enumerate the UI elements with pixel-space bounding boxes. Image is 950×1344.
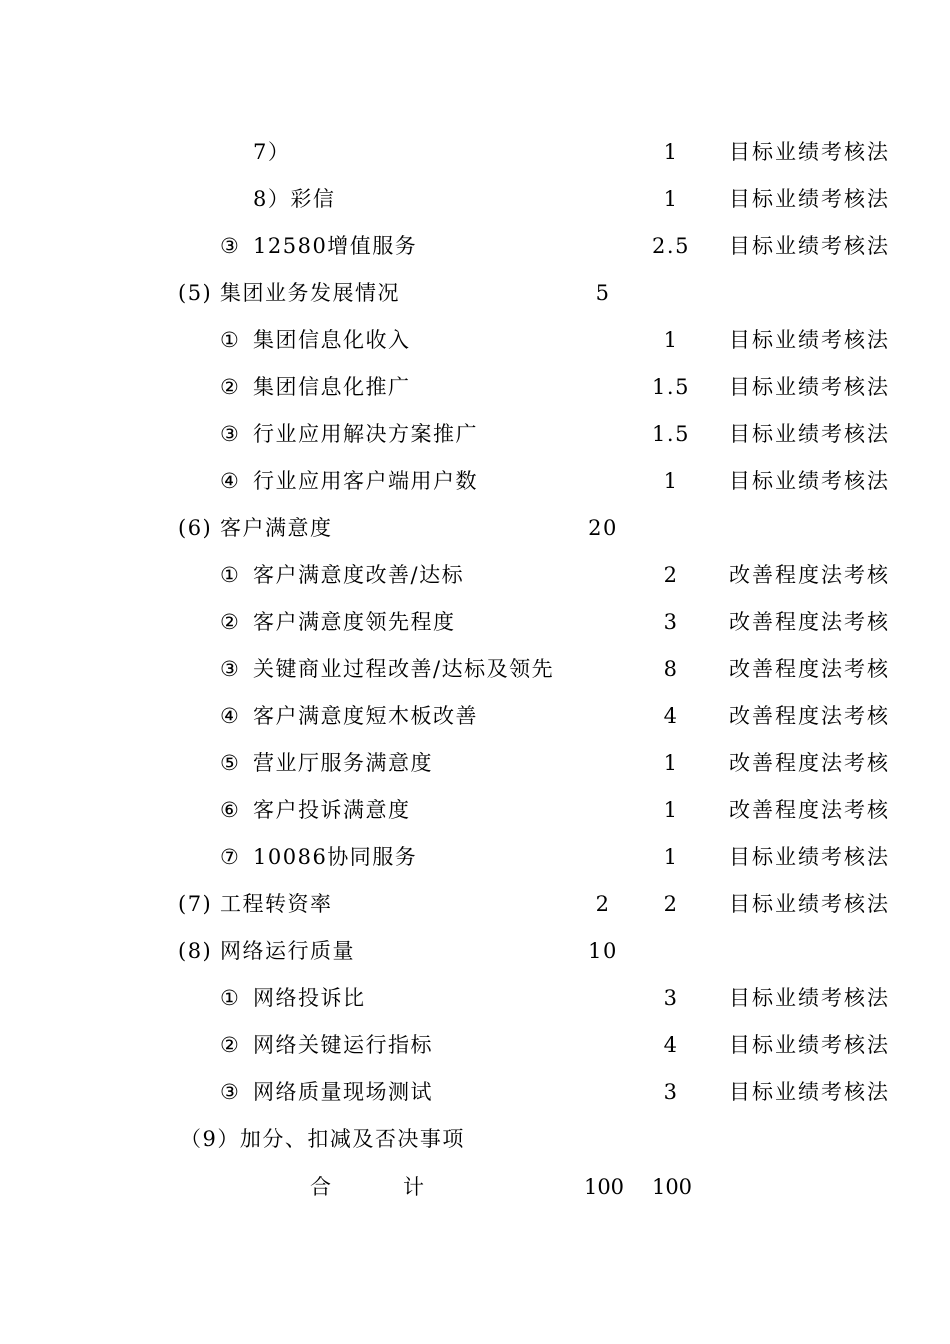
table-row: [0, 748, 950, 795]
row-item-name: 12580增值服务: [253, 234, 418, 258]
row-assessment-method: 目标业绩考核法: [729, 328, 890, 352]
row-item-name: 网络关键运行指标: [253, 1033, 433, 1057]
table-row: [0, 842, 950, 889]
table-row: [0, 231, 950, 278]
row-index: (6): [178, 516, 213, 540]
table-row: [0, 889, 950, 936]
row-item-name: 行业应用客户端用户数: [253, 469, 478, 493]
row-index: ③: [220, 234, 241, 258]
row-item-name: 8）彩信: [253, 187, 336, 211]
row-weight-secondary: 1.5: [652, 375, 690, 399]
table-row: [0, 1124, 950, 1171]
row-index: ②: [220, 610, 241, 634]
table-row: [0, 1077, 950, 1124]
row-item-name: 工程转资率: [220, 892, 333, 916]
row-item-name: 10086协同服务: [253, 845, 418, 869]
row-weight-secondary: 3: [663, 986, 679, 1010]
row-item-name: 营业厅服务满意度: [253, 751, 433, 775]
row-index: ①: [220, 328, 241, 352]
row-weight-secondary: 1: [663, 469, 679, 493]
table-row: [0, 795, 950, 842]
table-row: [0, 372, 950, 419]
row-item-name: 网络运行质量: [220, 939, 355, 963]
row-weight-secondary: 1: [663, 751, 679, 775]
table-row: [0, 936, 950, 983]
row-assessment-method: 目标业绩考核法: [729, 140, 890, 164]
row-weight-secondary: 1: [663, 140, 679, 164]
row-weight-secondary: 1: [663, 187, 679, 211]
row-assessment-method: 目标业绩考核法: [729, 375, 890, 399]
table-row: [0, 1030, 950, 1077]
row-index: ⑥: [220, 798, 241, 822]
total-label: 合 计: [310, 1175, 434, 1199]
table-row: [0, 419, 950, 466]
row-index: ③: [220, 422, 241, 446]
row-weight-secondary: 2: [663, 563, 679, 587]
row-item-name: 7）: [253, 140, 291, 164]
row-weight-secondary: 3: [663, 610, 679, 634]
row-assessment-method: 改善程度法考核: [729, 751, 890, 775]
row-weight-secondary: 2.5: [652, 234, 690, 258]
row-item-name: 客户满意度改善/达标: [253, 563, 465, 587]
table-row: [0, 560, 950, 607]
table-row: [0, 654, 950, 701]
row-assessment-method: 目标业绩考核法: [729, 187, 890, 211]
table-row: [0, 701, 950, 748]
row-index: ③: [220, 1080, 241, 1104]
row-weight-primary: 20: [588, 516, 618, 540]
table-row: [0, 278, 950, 325]
row-weight-secondary: 1: [663, 845, 679, 869]
row-weight-secondary: 3: [663, 1080, 679, 1104]
table-row: [0, 513, 950, 560]
row-weight-primary: 10: [588, 939, 618, 963]
total-weight-1: 100: [583, 1175, 625, 1199]
row-assessment-method: 目标业绩考核法: [729, 1080, 890, 1104]
row-assessment-method: 改善程度法考核: [729, 610, 890, 634]
row-weight-secondary: 4: [663, 1033, 679, 1057]
row-index: (7): [178, 892, 213, 916]
row-assessment-method: 目标业绩考核法: [729, 892, 890, 916]
table-row: [0, 325, 950, 372]
row-index: ⑤: [220, 751, 241, 775]
row-index: ①: [220, 986, 241, 1010]
row-index: ④: [220, 704, 241, 728]
row-item-name: 网络质量现场测试: [253, 1080, 433, 1104]
total-weight-2: 100: [651, 1175, 693, 1199]
row-item-name: 关键商业过程改善/达标及领先: [253, 657, 555, 681]
row-index: (5): [178, 281, 213, 305]
row-item-name: 客户满意度: [220, 516, 333, 540]
row-assessment-method: 目标业绩考核法: [729, 469, 890, 493]
row-item-name: 客户满意度短木板改善: [253, 704, 478, 728]
row-weight-primary: 2: [595, 892, 611, 916]
row-item-name: 客户投诉满意度: [253, 798, 411, 822]
row-assessment-method: 改善程度法考核: [729, 563, 890, 587]
table-row: [0, 137, 950, 184]
row-index: ④: [220, 469, 241, 493]
row-item-name: 行业应用解决方案推广: [253, 422, 478, 446]
row-index: ⑦: [220, 845, 241, 869]
table-row: [0, 466, 950, 513]
row-assessment-method: 目标业绩考核法: [729, 845, 890, 869]
row-assessment-method: 目标业绩考核法: [729, 422, 890, 446]
row-weight-secondary: 1.5: [652, 422, 690, 446]
row-index: ③: [220, 657, 241, 681]
row-item-name: 集团业务发展情况: [220, 281, 400, 305]
row-weight-secondary: 2: [663, 892, 679, 916]
row-item-name: 集团信息化推广: [253, 375, 411, 399]
row-item-name: 网络投诉比: [253, 986, 366, 1010]
row-weight-secondary: 1: [663, 798, 679, 822]
row-index: ①: [220, 563, 241, 587]
row-weight-secondary: 8: [663, 657, 679, 681]
row-index: ②: [220, 375, 241, 399]
row-weight-primary: 5: [595, 281, 611, 305]
row-assessment-method: 目标业绩考核法: [729, 1033, 890, 1057]
row-item-name: （9）加分、扣减及否决事项: [180, 1127, 465, 1151]
row-weight-secondary: 4: [663, 704, 679, 728]
table-row: [0, 983, 950, 1030]
row-weight-secondary: 1: [663, 328, 679, 352]
row-assessment-method: 改善程度法考核: [729, 798, 890, 822]
row-assessment-method: 改善程度法考核: [729, 657, 890, 681]
row-index: (8): [178, 939, 213, 963]
row-index: ②: [220, 1033, 241, 1057]
row-assessment-method: 目标业绩考核法: [729, 234, 890, 258]
table-row: [0, 184, 950, 231]
row-item-name: 客户满意度领先程度: [253, 610, 456, 634]
table-row: [0, 607, 950, 654]
total-row: [0, 1172, 950, 1219]
row-assessment-method: 目标业绩考核法: [729, 986, 890, 1010]
row-item-name: 集团信息化收入: [253, 328, 411, 352]
row-assessment-method: 改善程度法考核: [729, 704, 890, 728]
